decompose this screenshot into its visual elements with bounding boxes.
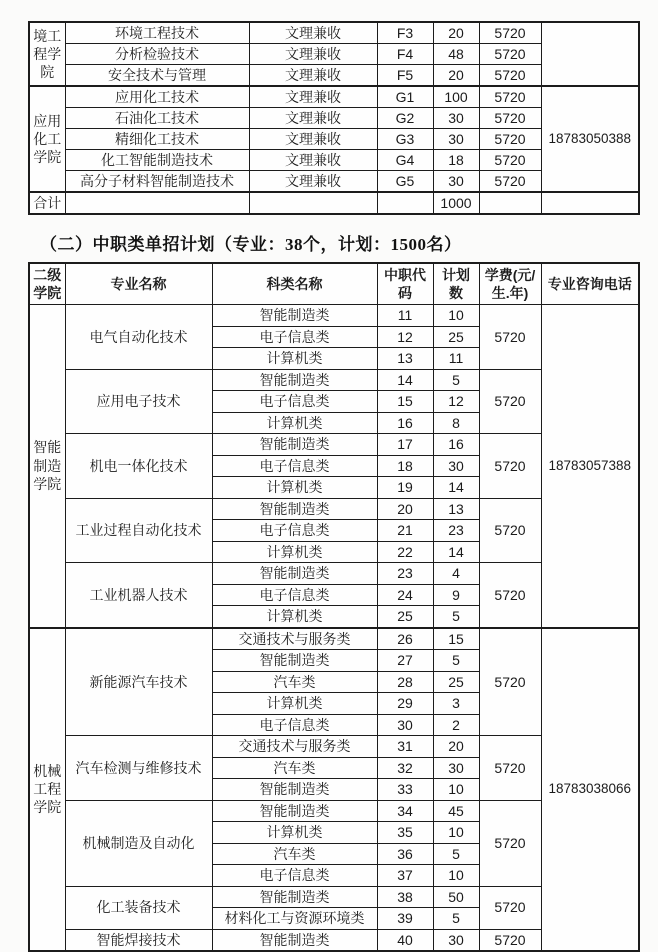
category-cell: 智能制造类 xyxy=(212,369,377,391)
major-cell: 分析检验技术 xyxy=(65,44,249,65)
category-cell: 交通技术与服务类 xyxy=(212,736,377,758)
category-cell: 计算机类 xyxy=(212,348,377,370)
fee-cell: 5720 xyxy=(479,736,541,801)
fee-cell: 5720 xyxy=(479,929,541,951)
section-heading: （二）中职类单招计划（专业：38个，计划：1500名） xyxy=(40,235,462,254)
major-cell: 汽车检测与维修技术 xyxy=(65,736,212,801)
code-cell: G2 xyxy=(377,108,433,129)
code-cell: G1 xyxy=(377,86,433,108)
major-cell: 精细化工技术 xyxy=(65,129,249,150)
plan-count-cell: 5 xyxy=(433,606,479,628)
fee-cell: 5720 xyxy=(479,22,541,44)
plan-count-cell: 20 xyxy=(433,65,479,87)
fee-cell: 5720 xyxy=(479,563,541,628)
fee-cell: 5720 xyxy=(479,628,541,736)
plan-count-cell: 25 xyxy=(433,326,479,348)
total-plan-cell: 1000 xyxy=(433,192,479,214)
category-cell xyxy=(249,192,377,214)
code-cell: 23 xyxy=(377,563,433,585)
college-cell: 机械工程学院 xyxy=(29,628,65,952)
plan-count-cell: 20 xyxy=(433,736,479,758)
major-cell: 机电一体化技术 xyxy=(65,434,212,499)
code-cell: 31 xyxy=(377,736,433,758)
plan-count-cell: 10 xyxy=(433,822,479,844)
category-cell: 智能制造类 xyxy=(212,650,377,672)
plan-count-cell: 14 xyxy=(433,541,479,563)
phone-cell: 18783038066 xyxy=(541,628,639,952)
major-cell: 机械制造及自动化 xyxy=(65,800,212,886)
code-cell: F4 xyxy=(377,44,433,65)
major-cell: 工业机器人技术 xyxy=(65,563,212,628)
code-cell: F3 xyxy=(377,22,433,44)
major-cell: 应用电子技术 xyxy=(65,369,212,434)
plan-count-cell: 2 xyxy=(433,714,479,736)
category-cell: 文理兼收 xyxy=(249,44,377,65)
code-cell: G3 xyxy=(377,129,433,150)
category-cell: 计算机类 xyxy=(212,412,377,434)
major-cell: 高分子材料智能制造技术 xyxy=(65,171,249,193)
plan-count-cell: 18 xyxy=(433,150,479,171)
plan-count-cell: 11 xyxy=(433,348,479,370)
category-cell: 材料化工与资源环境类 xyxy=(212,908,377,930)
plan-count-cell: 10 xyxy=(433,305,479,327)
category-cell: 文理兼收 xyxy=(249,65,377,87)
code-cell: 28 xyxy=(377,671,433,693)
secondary-plan-table-header xyxy=(29,263,639,305)
fee-cell: 5720 xyxy=(479,886,541,929)
table-row xyxy=(29,628,639,650)
plan-count-cell: 30 xyxy=(433,929,479,951)
major-cell: 环境工程技术 xyxy=(65,22,249,44)
fee-cell: 5720 xyxy=(479,150,541,171)
plan-count-cell: 30 xyxy=(433,129,479,150)
plan-count-cell: 5 xyxy=(433,369,479,391)
plan-count-cell: 12 xyxy=(433,391,479,413)
header-row xyxy=(29,263,639,305)
code-cell: 17 xyxy=(377,434,433,456)
code-cell: 39 xyxy=(377,908,433,930)
general-category-plan-table xyxy=(28,21,640,215)
fee-cell xyxy=(479,192,541,214)
column-header-cell: 学费(元/生.年) xyxy=(479,263,541,305)
category-cell: 计算机类 xyxy=(212,822,377,844)
table-row xyxy=(29,86,639,108)
code-cell: 12 xyxy=(377,326,433,348)
fee-cell: 5720 xyxy=(479,129,541,150)
category-cell: 智能制造类 xyxy=(212,434,377,456)
plan-count-cell: 100 xyxy=(433,86,479,108)
code-cell: 25 xyxy=(377,606,433,628)
code-cell: 16 xyxy=(377,412,433,434)
major-cell: 智能焊接技术 xyxy=(65,929,212,951)
plan-count-cell: 20 xyxy=(433,22,479,44)
column-header-cell: 专业名称 xyxy=(65,263,212,305)
code-cell: 20 xyxy=(377,498,433,520)
fee-cell: 5720 xyxy=(479,305,541,370)
code-cell: 30 xyxy=(377,714,433,736)
plan-count-cell: 3 xyxy=(433,693,479,715)
fee-cell: 5720 xyxy=(479,44,541,65)
major-cell: 石油化工技术 xyxy=(65,108,249,129)
phone-cell: 18783050388 xyxy=(541,86,639,192)
plan-count-cell: 30 xyxy=(433,455,479,477)
code-cell: G5 xyxy=(377,171,433,193)
plan-count-cell: 45 xyxy=(433,800,479,822)
column-header-cell: 计划数 xyxy=(433,263,479,305)
column-header-cell: 专业咨询电话 xyxy=(541,263,639,305)
major-cell: 电气自动化技术 xyxy=(65,305,212,370)
column-header-cell: 中职代码 xyxy=(377,263,433,305)
category-cell: 计算机类 xyxy=(212,606,377,628)
major-cell: 工业过程自动化技术 xyxy=(65,498,212,563)
college-cell: 境工程学院 xyxy=(29,22,65,86)
plan-count-cell: 8 xyxy=(433,412,479,434)
column-header-cell: 科类名称 xyxy=(212,263,377,305)
category-cell: 智能制造类 xyxy=(212,929,377,951)
plan-count-cell: 5 xyxy=(433,908,479,930)
category-cell: 电子信息类 xyxy=(212,326,377,348)
category-cell: 文理兼收 xyxy=(249,22,377,44)
total-row xyxy=(29,192,639,214)
code-cell: 22 xyxy=(377,541,433,563)
major-cell: 新能源汽车技术 xyxy=(65,628,212,736)
code-cell: 38 xyxy=(377,886,433,908)
category-cell: 文理兼收 xyxy=(249,108,377,129)
category-cell: 智能制造类 xyxy=(212,779,377,801)
phone-cell: 18783057388 xyxy=(541,305,639,628)
category-cell: 交通技术与服务类 xyxy=(212,628,377,650)
phone-cell xyxy=(541,192,639,214)
category-cell: 汽车类 xyxy=(212,757,377,779)
college-cell: 智能制造学院 xyxy=(29,305,65,628)
category-cell: 文理兼收 xyxy=(249,150,377,171)
category-cell: 智能制造类 xyxy=(212,800,377,822)
plan-count-cell: 4 xyxy=(433,563,479,585)
category-cell: 智能制造类 xyxy=(212,305,377,327)
major-cell: 应用化工技术 xyxy=(65,86,249,108)
category-cell: 计算机类 xyxy=(212,477,377,499)
code-cell: 18 xyxy=(377,455,433,477)
code-cell: 14 xyxy=(377,369,433,391)
category-cell: 文理兼收 xyxy=(249,86,377,108)
category-cell: 文理兼收 xyxy=(249,129,377,150)
code-cell: 34 xyxy=(377,800,433,822)
fee-cell: 5720 xyxy=(479,171,541,193)
code-cell: 24 xyxy=(377,584,433,606)
category-cell: 智能制造类 xyxy=(212,563,377,585)
major-cell: 安全技术与管理 xyxy=(65,65,249,87)
code-cell: 35 xyxy=(377,822,433,844)
code-cell: 37 xyxy=(377,865,433,887)
plan-count-cell: 50 xyxy=(433,886,479,908)
code-cell: 15 xyxy=(377,391,433,413)
category-cell: 文理兼收 xyxy=(249,171,377,193)
fee-cell: 5720 xyxy=(479,65,541,87)
code-cell: 13 xyxy=(377,348,433,370)
code-cell: 32 xyxy=(377,757,433,779)
table-row xyxy=(29,22,639,44)
major-cell: 化工智能制造技术 xyxy=(65,150,249,171)
fee-cell: 5720 xyxy=(479,369,541,434)
plan-count-cell: 10 xyxy=(433,865,479,887)
category-cell: 计算机类 xyxy=(212,541,377,563)
category-cell: 汽车类 xyxy=(212,843,377,865)
secondary-vocational-plan-table xyxy=(28,262,640,952)
code-cell: F5 xyxy=(377,65,433,87)
category-cell: 计算机类 xyxy=(212,693,377,715)
category-cell: 电子信息类 xyxy=(212,455,377,477)
code-cell xyxy=(377,192,433,214)
plan-count-cell: 30 xyxy=(433,757,479,779)
plan-count-cell: 25 xyxy=(433,671,479,693)
plan-count-cell: 10 xyxy=(433,779,479,801)
college-cell: 应用化工学院 xyxy=(29,86,65,192)
plan-count-cell: 48 xyxy=(433,44,479,65)
plan-count-cell: 13 xyxy=(433,498,479,520)
category-cell: 电子信息类 xyxy=(212,714,377,736)
category-cell: 电子信息类 xyxy=(212,391,377,413)
code-cell: 33 xyxy=(377,779,433,801)
secondary-plan-table-body xyxy=(29,305,639,952)
code-cell: 21 xyxy=(377,520,433,542)
fee-cell: 5720 xyxy=(479,498,541,563)
fee-cell: 5720 xyxy=(479,86,541,108)
code-cell: G4 xyxy=(377,150,433,171)
code-cell: 26 xyxy=(377,628,433,650)
category-cell: 汽车类 xyxy=(212,671,377,693)
category-cell: 电子信息类 xyxy=(212,520,377,542)
plan-count-cell: 16 xyxy=(433,434,479,456)
code-cell: 19 xyxy=(377,477,433,499)
plan-count-cell: 15 xyxy=(433,628,479,650)
total-label-cell: 合计 xyxy=(29,192,65,214)
code-cell: 11 xyxy=(377,305,433,327)
plan-count-cell: 30 xyxy=(433,108,479,129)
code-cell: 40 xyxy=(377,929,433,951)
fee-cell: 5720 xyxy=(479,800,541,886)
phone-cell xyxy=(541,22,639,86)
general-plan-table-body xyxy=(29,22,639,214)
code-cell: 36 xyxy=(377,843,433,865)
major-cell xyxy=(65,192,249,214)
table-row xyxy=(29,305,639,327)
code-cell: 27 xyxy=(377,650,433,672)
plan-count-cell: 5 xyxy=(433,650,479,672)
category-cell: 智能制造类 xyxy=(212,886,377,908)
category-cell: 智能制造类 xyxy=(212,498,377,520)
fee-cell: 5720 xyxy=(479,434,541,499)
plan-count-cell: 23 xyxy=(433,520,479,542)
category-cell: 电子信息类 xyxy=(212,865,377,887)
plan-count-cell: 9 xyxy=(433,584,479,606)
plan-count-cell: 30 xyxy=(433,171,479,193)
plan-count-cell: 5 xyxy=(433,843,479,865)
fee-cell: 5720 xyxy=(479,108,541,129)
code-cell: 29 xyxy=(377,693,433,715)
plan-count-cell: 14 xyxy=(433,477,479,499)
major-cell: 化工装备技术 xyxy=(65,886,212,929)
category-cell: 电子信息类 xyxy=(212,584,377,606)
column-header-cell: 二级学院 xyxy=(29,263,65,305)
